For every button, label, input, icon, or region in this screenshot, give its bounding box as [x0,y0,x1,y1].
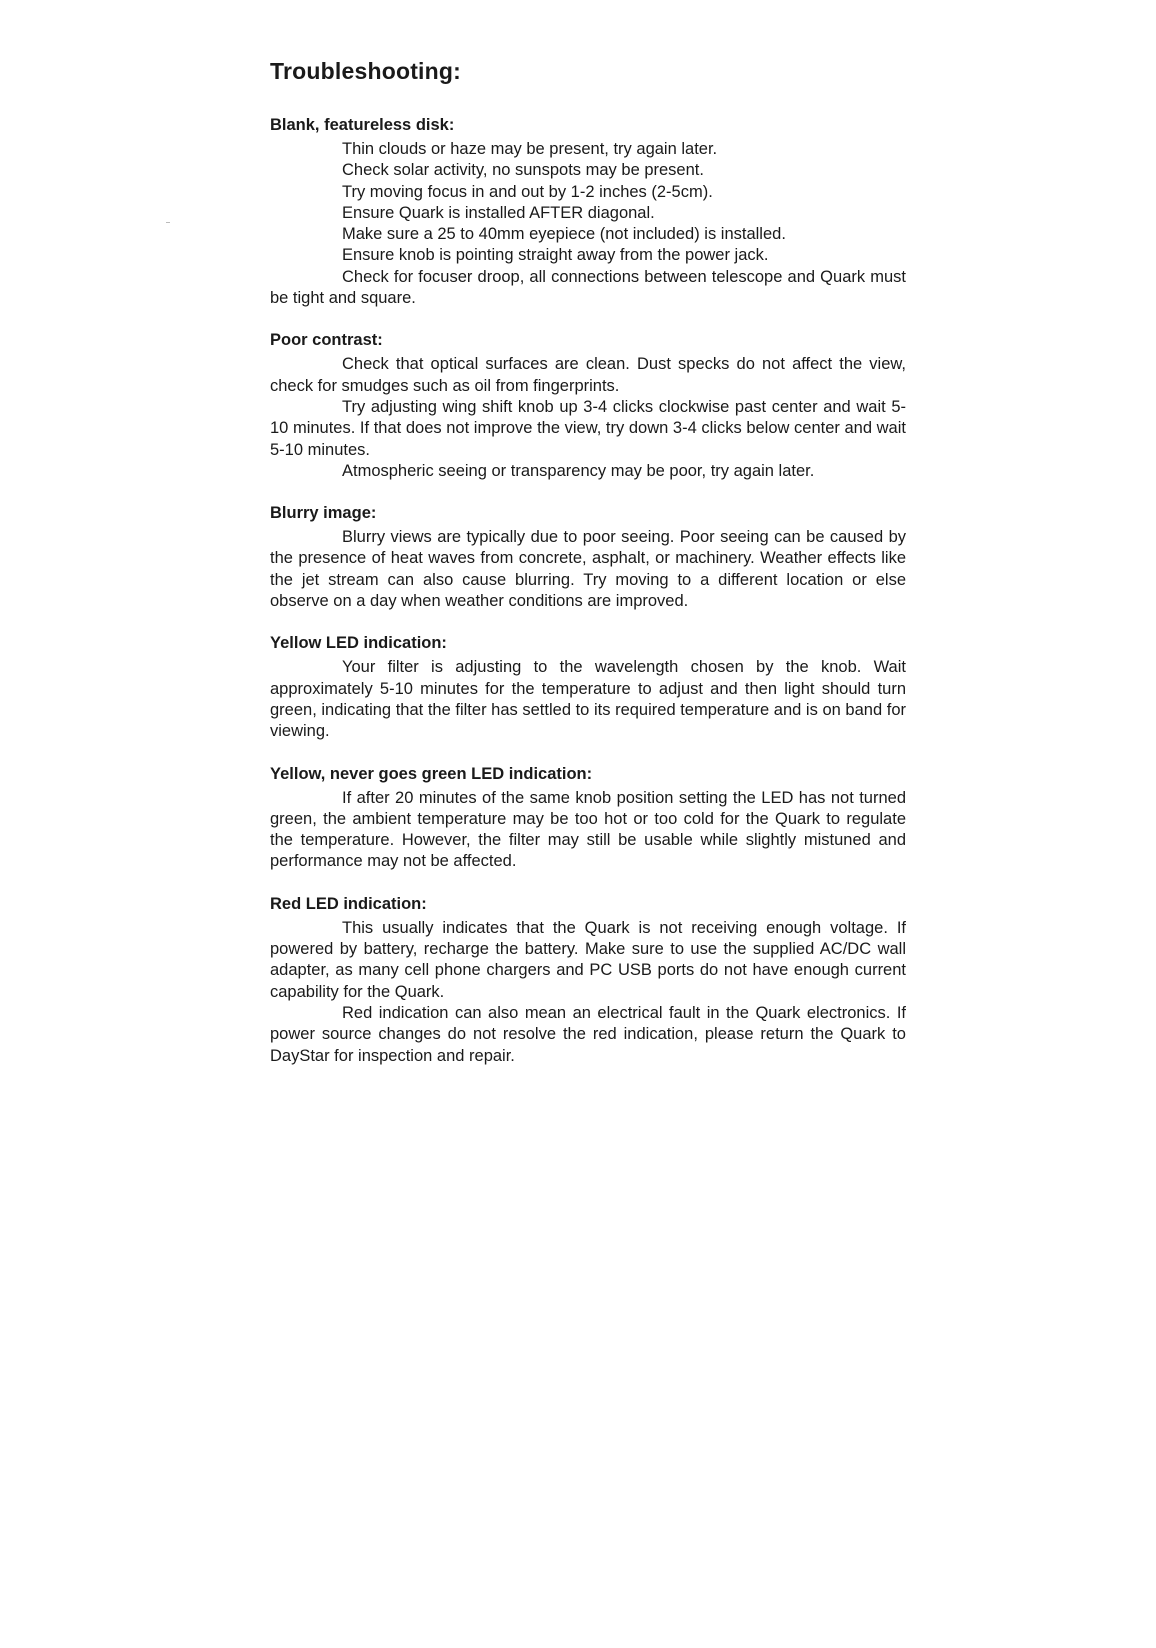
paragraph: Try adjusting wing shift knob up 3-4 clicks clockwise past center and wait 5-10 minutes. If that does not improve the view, try down 3-4 clicks below center and wait 5-10 minutes. [270,397,906,459]
section-red-led [270,894,906,1067]
section-heading: Poor contrast: [270,331,383,350]
section-heading: Blank, featureless disk: [270,116,455,134]
section-heading: Yellow, never goes green LED indication: [270,764,593,783]
paragraph: Blurry views are typically due to poor seeing. Poor seeing can be caused by the presence of heat waves from concrete, asphalt, or machinery. Weather effects like the jet stream can also cause blurring. Try moving to a different location or else observe on a day when weather conditions are improved. [270,528,906,611]
text-line: Make sure a 25 to 40mm eyepiece (not included) is installed. [342,225,786,244]
section-heading: Blurry image: [270,504,377,523]
section-blank-disk [270,115,906,309]
section-heading: Yellow LED indication: [270,634,447,653]
paragraph: If after 20 minutes of the same knob position setting the LED has not turned green, the ambient temperature may be too hot or too cold for the Quark to regulate the temperature. However, the filter may still be usable while slightly mistuned and performance may not be affected. [270,788,906,871]
text-line: Ensure Quark is installed AFTER diagonal. [342,203,655,222]
paragraph: Check that optical surfaces are clean. Dust specks do not affect the view, check for smudges such as oil from fingerprints. [270,355,906,395]
scan-speck [166,222,170,223]
section-yellow-led [270,633,906,742]
document-page [270,58,906,1088]
section-blurry-image [270,503,906,612]
paragraph: Check for focuser droop, all connections between telescope and Quark must be tight and square. [270,267,906,308]
paragraph: Red indication can also mean an electrical fault in the Quark electronics. If power source changes do not resolve the red indication, please return the Quark to DayStar for inspection and repair. [270,1003,906,1065]
paragraph: This usually indicates that the Quark is not receiving enough voltage. If powered by battery, recharge the battery. Make sure to use the supplied AC/DC wall adapter, as many cell phone chargers and PC USB ports do not have enough current capability for the Quark. [270,918,906,1001]
text-line: Try moving focus in and out by 1-2 inches (2-5cm). [342,182,713,201]
text-line: Thin clouds or haze may be present, try again later. [342,140,718,158]
text-line: Check solar activity, no sunspots may be present. [342,161,704,180]
section-poor-contrast [270,330,906,482]
paragraph: Your filter is adjusting to the wavelength chosen by the knob. Wait approximately 5-10 minutes for the temperature to adjust and then light should turn green, indicating that the filter has settled to its required temperature and is on band for viewing. [270,658,906,741]
page-title: Troubleshooting: [270,58,462,84]
paragraph: Atmospheric seeing or transparency may be poor, try again later. [342,461,815,480]
section-yellow-never-green [270,764,906,873]
section-heading: Red LED indication: [270,894,427,913]
text-line: Ensure knob is pointing straight away from the power jack. [342,246,769,265]
